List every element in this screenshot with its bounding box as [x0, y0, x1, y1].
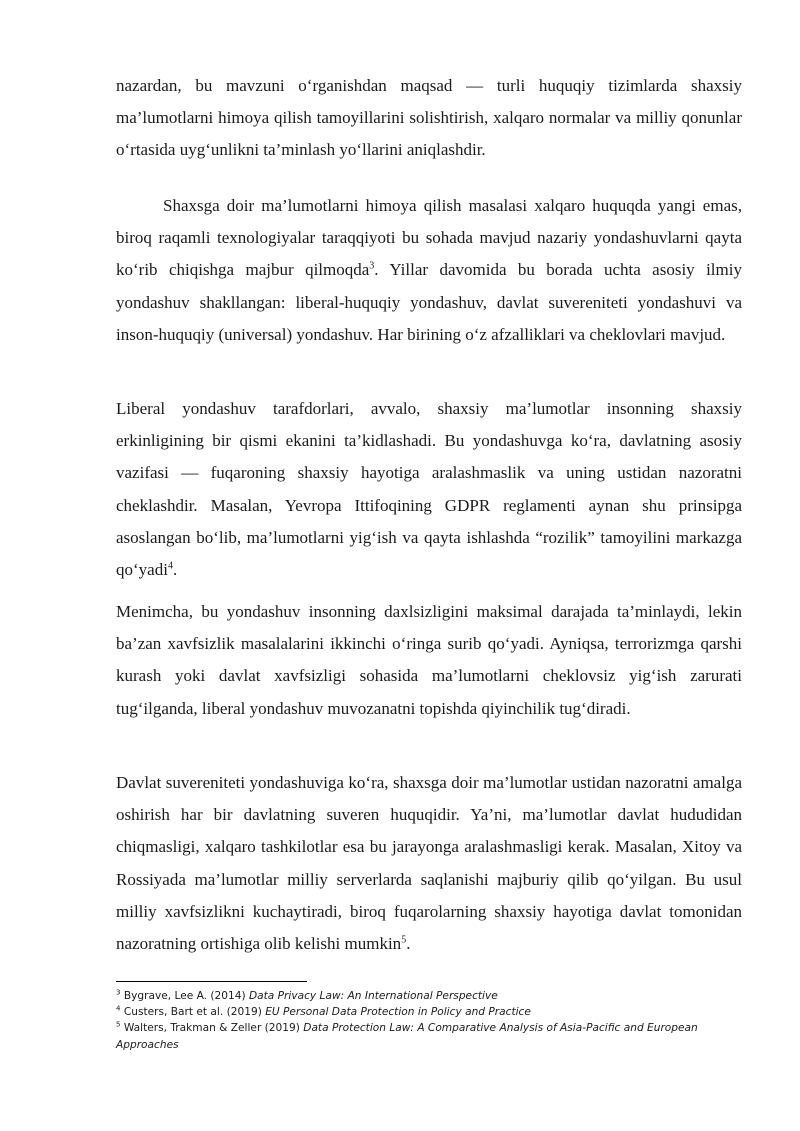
footnote-4 — [116, 1004, 742, 1020]
paragraph-opinion — [116, 596, 742, 725]
paragraph-1: nazardan, bu mavzuni o‘rganishdan maqsad — turli huquqiy tizimlarda shaxsiy ma’lumotlarni himoya qilish tamoyillarini solishtirish, xalqaro normalar va milliy qonunlar o‘rtasida uyg‘unlikni ta’minlash yo‘llarini aniqlashdir. — [116, 76, 742, 160]
footnote-ref-3[interactable]: 3 — [369, 260, 375, 272]
footnote-ref-4[interactable]: 4 — [167, 560, 173, 572]
footnote-separator — [116, 981, 307, 982]
paragraph-intro-continuation — [116, 70, 742, 167]
footnote-number: 3 — [116, 988, 121, 997]
footnote-title: EU Personal Data Protection in Policy and Practice — [265, 1006, 531, 1019]
paragraph-2-text-end: . Yillar davomida bu borada uchta asosiy ilmiy yondashuv shakllangan: liberal-huquqiy yondashuv, davlat suvereniteti yondashuvi va inson-huquqiy (universal) yondashuv. Har birining o‘z afzalliklari va cheklovlari mavjud. — [116, 260, 742, 344]
paragraph-3-text-end: . — [172, 560, 178, 580]
footnote-title: Data Protection Law: A Comparative Analysis of Asia-Pacific and European Approaches — [116, 1022, 698, 1051]
footnote-title: Data Privacy Law: An International Perspective — [248, 990, 498, 1002]
paragraph-4: Menimcha, bu yondashuv insonning daxlsizligini maksimal darajada ta’minlaydi, lekin ba’zan xavfsizlik masalalarini ikkinchi o‘ringa surib qo‘yadi. Ayniqsa, terrorizmga qarshi kurash yoki davlat xavfsizligi sohasida ma’lumotlarni cheklovsiz yig‘ish zarurati tug‘ilganda, liberal yondashuv muvozanatni topishda qiyinchilik tug‘diradi. — [116, 602, 742, 718]
paragraph-sovereignty — [116, 767, 742, 960]
footnote-number: 4 — [116, 1004, 121, 1013]
footnote-author: Bygrave, Lee A. (2014) — [123, 990, 249, 1002]
paragraph-5-text: Davlat suvereniteti yondashuviga ko‘ra, shaxsga doir ma’lumotlar ustidan nazoratni amalga oshirish har bir davlatning suveren huquqidir. Ya’ni, ma’lumotlar davlat hududidan chiqmasligi, xalqaro tashkilotlar esa bu jarayonga aralashmasligi kerak. Masalan, Xitoy va Rossiyada ma’lumotlar milliy serverlarda saqlanishi majburiy qilib qo‘yilgan. Bu usul milliy xavfsizlikni kuchaytiradi, biroq fuqarolarning shaxsiy hayotiga davlat tomonidan nazoratning ortishiga olib kelishi mumkin — [116, 773, 742, 954]
paragraph-3-text: Liberal yondashuv tarafdorlari, avvalo, shaxsiy ma’lumotlar insonning shaxsiy erkinligining bir qismi ekanini ta’kidlashadi. Bu yondashuvga ko‘ra, davlatning asosiy vazifasi — fuqaroning shaxsiy hayotiga aralashmaslik va uning ustidan nazoratni cheklashdir. Masalan, Yevropa Ittifoqining GDPR reglamenti aynan shu prinsipga asoslangan bo‘lib, ma’lumotlarni yig‘ish va qayta ishlashda “rozilik” tamoyilini markazga qo‘yadi — [116, 399, 742, 580]
paragraph-approaches — [116, 190, 742, 351]
paragraph-3 — [116, 393, 742, 586]
paragraph-2-text: Shaxsga doir ma’lumotlarni himoya qilish masalasi xalqaro huquqda yangi emas, biroq raqamli texnologiyalar taraqqiyoti bu sohada mavjud nazariy yondashuvlarni qayta ko‘rib chiqishga majbur qilmoqda — [116, 196, 742, 280]
footnote-ref-5[interactable]: 5 — [401, 934, 407, 946]
footnote-author: Custers, Bart et al. (2019) — [123, 1006, 266, 1019]
paragraph-liberal — [116, 393, 742, 586]
paragraph-5-text-end: . — [406, 934, 411, 954]
footnote-3 — [116, 988, 742, 1004]
footnote-number: 5 — [116, 1020, 121, 1029]
footnotes — [116, 988, 742, 1053]
paragraph-2 — [116, 190, 742, 351]
footnote-5 — [116, 1020, 742, 1052]
footnote-author: Walters, Trakman & Zeller (2019) — [123, 1022, 304, 1035]
paragraph-5 — [116, 767, 742, 960]
